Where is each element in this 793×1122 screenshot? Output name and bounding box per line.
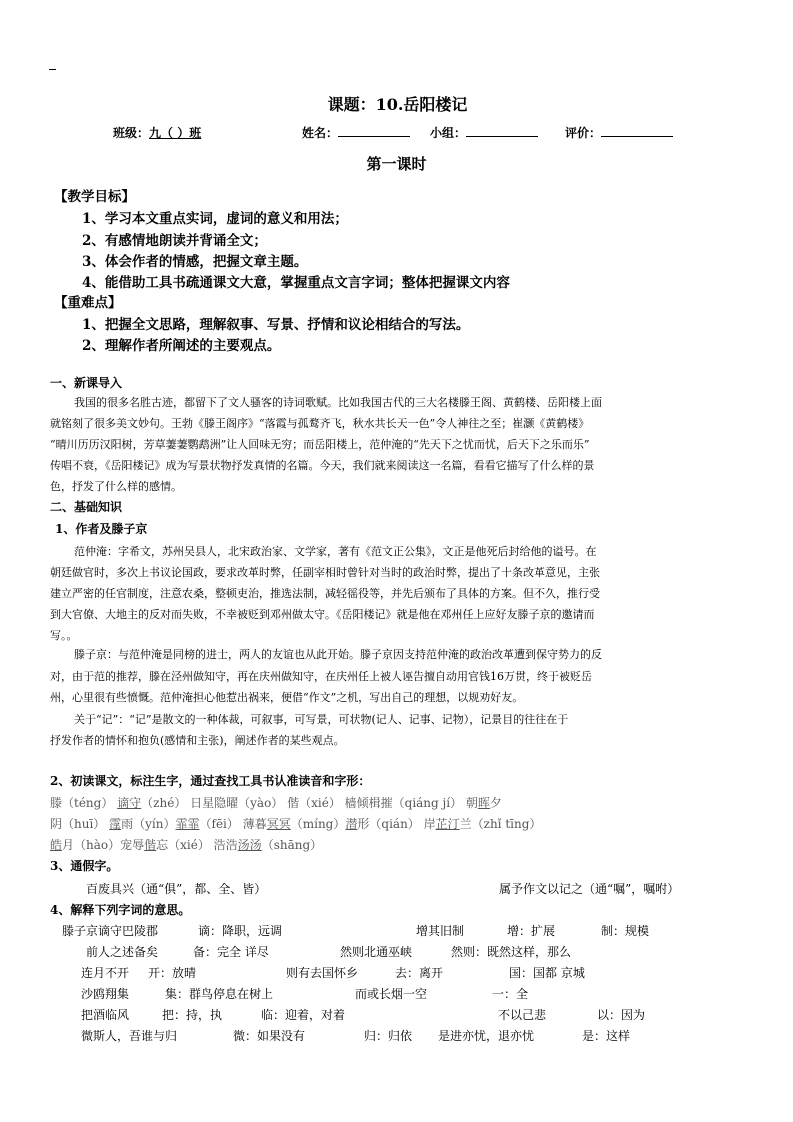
intro-line: “晴川历历汉阳树，芳草萋萋鹦鹉洲”让人回味无穷；而岳阳楼上，范仲淹的“先天下之忧而忧，后天下之乐而乐” <box>50 438 590 451</box>
reading-text: （zhé） 日星隐曜（yào） 偕（xié） 樯倾楫摧（qiáng jí） 朝 <box>141 796 478 810</box>
explain-meaning: 把：持，执 <box>162 1008 223 1022</box>
explain-meaning: 微：如果没有 <box>233 1029 306 1043</box>
explain-meaning: 以：因为 <box>597 1008 646 1022</box>
reading-text: 忘（xié） 浩浩 <box>156 838 238 852</box>
explain-meaning: 谪：降职，远调 <box>198 924 283 938</box>
explain-meaning: 去：离开 <box>395 966 444 980</box>
intro-line: 我国的很多名胜古迹，都留下了文人骚客的诗词歌赋。比如我国古代的三大名楼滕王阁、黄鹤楼、岳阳楼上面 <box>74 396 602 409</box>
fan-line: 写。。 <box>50 629 78 642</box>
tongjia-right: 属予作文以记之（通“嘱”，嘱咐） <box>499 882 680 896</box>
explain-term: 沙鸥翔集 <box>81 987 130 1001</box>
reading-text: 滕（téng） <box>50 796 118 810</box>
explain-meaning: 国：国都 京城 <box>509 966 585 980</box>
fan-line: 范仲淹：字希文，苏州吴县人，北宋政治家、文学家，著有《范文正公集》，文正是他死后封给他的谥号。在 <box>74 545 597 558</box>
basics-heading: 二、基础知识 <box>50 500 123 514</box>
intro-line: 色，抒发了什么样的感情。 <box>50 480 182 493</box>
reading-text: 夕 <box>489 796 502 810</box>
keypoints-heading: 【重难点】 <box>54 295 122 311</box>
eval-label: 评价： <box>565 126 602 140</box>
name-label: 姓名： <box>302 126 339 140</box>
goal-item: 4、能借助工具书疏通课文大意，掌握重点文言字词；整体把握课文内容 <box>82 275 510 291</box>
keypoint-item: 2、理解作者所阐述的主要观点。 <box>82 338 281 354</box>
reading-text: （shāng） <box>261 838 323 852</box>
keypoint-item: 1、把握全文思路，理解叙事、写景、抒情和议论相结合的写法。 <box>82 317 470 333</box>
teng-line: 州，心里很有些愤慨。范仲淹担心他惹出祸来，便借“作文”之机，写出自己的理想，以规劝好友。 <box>50 691 524 704</box>
intro-heading: 一、新课导入 <box>50 376 123 390</box>
explain-meaning: 开：放晴 <box>148 966 197 980</box>
reading-text: 兰（zhǐ tīng） <box>459 817 542 831</box>
explain-meaning: 临：迎着，对着 <box>261 1008 346 1022</box>
explain-term: 是进亦忧，退亦忧 <box>438 1029 535 1043</box>
class-value: 九（ ）班 <box>149 126 202 140</box>
group-label: 小组： <box>430 126 467 140</box>
explain-meaning: 备：完全 详尽 <box>193 945 269 959</box>
explain-meaning: 然则：既然这样，那么 <box>451 945 572 959</box>
explain-meaning: 归：归依 <box>364 1029 413 1043</box>
class-field[interactable] <box>113 124 201 141</box>
explain-term: 滕子京谪守巴陵郡 <box>62 924 159 938</box>
intro-line: 传唱不衰，《岳阳楼记》成为写景状物抒发真情的名篇。今天，我们就来阅读这一名篇，看看它描写了什么样的景 <box>50 459 595 472</box>
goals-heading: 【教学目标】 <box>54 189 135 205</box>
underlined-character: 霪 <box>109 817 122 831</box>
explain-meaning: 制：规模 <box>601 924 650 938</box>
reading-text: （míng） <box>290 817 346 831</box>
reading-line-3 <box>50 836 322 853</box>
eval-blank[interactable] <box>601 124 673 137</box>
ji-line: 抒发作者的情怀和抱负(感情和主张)，阐述作者的某些观点。 <box>50 734 345 747</box>
goal-item: 3、体会作者的情感，把握文章主题。 <box>82 254 308 270</box>
name-blank[interactable] <box>338 124 410 137</box>
reading-text: 月（hào）宠辱 <box>62 838 145 852</box>
fan-line: 朝廷做官时，多次上书议论国政，要求改革时弊，任副宰相时曾针对当时的政治时弊，提出了十条改革意见，主张 <box>50 566 600 579</box>
underlined-character: 汤汤 <box>237 838 262 852</box>
explain-meaning: 是：这样 <box>582 1029 631 1043</box>
reading-text: （fēi） 薄暮 <box>199 817 267 831</box>
explain-term: 不以己悲 <box>498 1008 547 1022</box>
explain-meaning: 一：全 <box>492 987 529 1001</box>
reading-text: 形（qián） 岸 <box>357 817 436 831</box>
reading-line-1 <box>50 794 502 811</box>
group-blank[interactable] <box>466 124 538 137</box>
fan-line: 到大官僚、大地主的反对而失败，不幸被贬到邓州做太守。《岳阳楼记》就是他在邓州任上应好友滕子京的邀请而 <box>50 608 595 621</box>
reading-heading: 2、初读课文，标注生字，通过查找工具书认准读音和字形： <box>50 774 371 788</box>
explain-term: 而或长烟一空 <box>355 987 428 1001</box>
lesson-heading: 第一课时 <box>366 155 427 173</box>
explain-term: 连月不开 <box>81 966 130 980</box>
tongjia-left: 百废具兴（通“俱”，都、全、皆） <box>86 882 267 896</box>
class-label: 班级： <box>113 126 150 140</box>
author-subheading: 1、作者及滕子京 <box>55 522 148 536</box>
page-title: 课题：10.岳阳楼记 <box>327 95 468 114</box>
name-field[interactable] <box>302 124 410 141</box>
explain-term: 则有去国怀乡 <box>286 966 359 980</box>
ji-line: 关于“记”：“记”是散文的一种体裁，可叙事，可写景，可状物(记人、记事、记物），记景目的往往在于 <box>74 713 569 726</box>
teng-line: 滕子京：与范仲淹是同榜的进士，两人的友谊也从此开始。滕子京因支持范仲淹的政治改革遭到保守势力的反 <box>74 648 602 661</box>
group-field[interactable] <box>430 124 538 141</box>
explain-term: 增其旧制 <box>416 924 465 938</box>
underlined-character: 谪守 <box>117 796 142 810</box>
intro-line: 就铭刻了很多美文妙句。王勃《滕王阁序》“落霞与孤鹜齐飞，秋水共长天一色”令人神往之至；崔灏《黄鹤楼》 <box>50 417 590 430</box>
underlined-character: 皓 <box>50 838 63 852</box>
underlined-character: 潜 <box>345 817 358 831</box>
goal-item: 2、有感情地朗读并背诵全文； <box>82 233 267 249</box>
eval-field[interactable] <box>565 124 673 141</box>
reading-text: 阴（huī） <box>50 817 110 831</box>
reading-text: 雨（yín） <box>121 817 176 831</box>
explain-meaning: 集：群鸟停息在树上 <box>165 987 274 1001</box>
fan-line: 建立严密的任官制度，注意农桑，整顿吏治，推选法制，减轻徭役等，并先后颁布了具体的方案。但不久，推行受 <box>50 587 600 600</box>
underlined-character: 霏霏 <box>175 817 200 831</box>
underlined-character: 芷汀 <box>435 817 460 831</box>
corner-dash-mark <box>49 69 56 70</box>
underlined-character: 偕 <box>144 838 157 852</box>
underlined-character: 冥冥 <box>266 817 291 831</box>
explain-term: 前人之述备矣 <box>86 945 159 959</box>
explain-heading: 4、解释下列字词的意思。 <box>50 903 191 917</box>
explain-term: 然则北通巫峡 <box>340 945 413 959</box>
explain-term: 微斯人，吾谁与归 <box>81 1029 178 1043</box>
underlined-character: 晖 <box>477 796 490 810</box>
goal-item: 1、学习本文重点实词，虚词的意义和用法； <box>82 211 348 227</box>
explain-term: 把酒临风 <box>81 1008 130 1022</box>
explain-meaning: 增：扩展 <box>507 924 556 938</box>
tongjia-heading: 3、通假字。 <box>50 859 119 873</box>
teng-line: 对，由于范的推荐，滕在泾州做知守，再在庆州做知守，在庆州任上被人诬告擅自动用官钱16万贯，终于被贬岳 <box>50 670 592 683</box>
reading-line-2 <box>50 815 541 832</box>
